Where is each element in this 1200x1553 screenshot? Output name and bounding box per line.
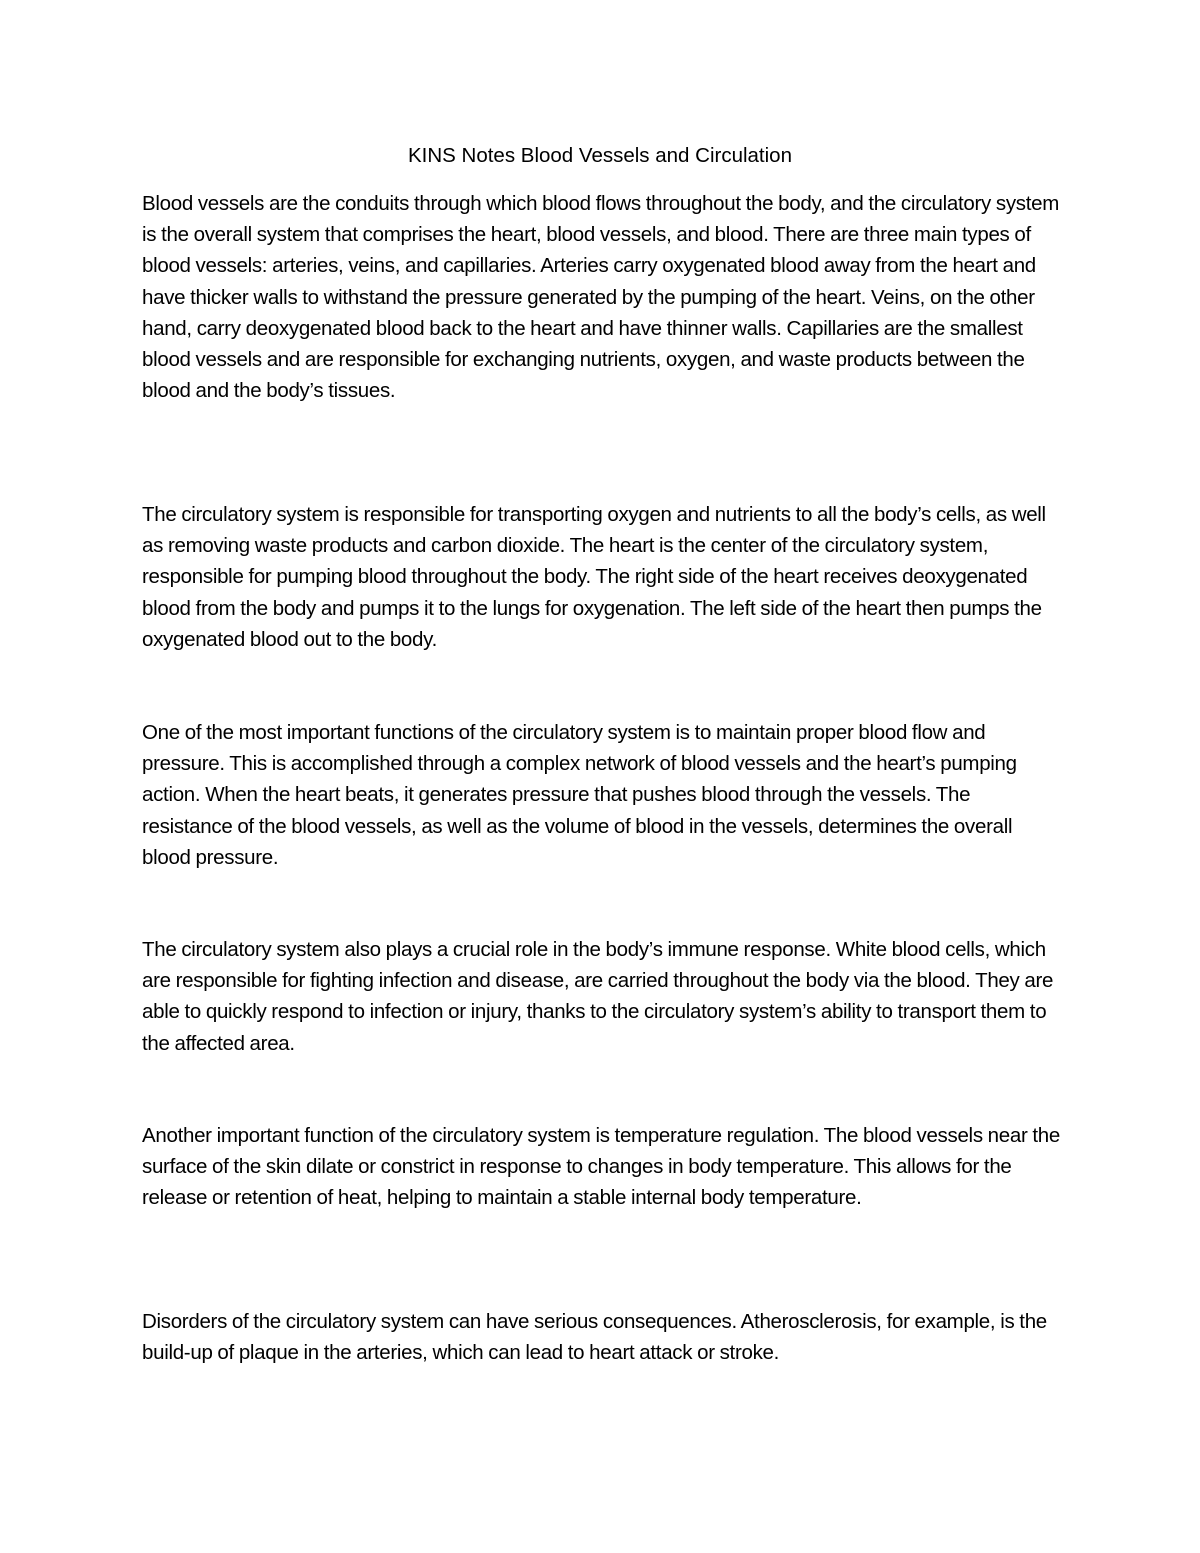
document-title: KINS Notes Blood Vessels and Circulation [407, 144, 792, 167]
paragraph-blood-vessel-types: Blood vessels are the conduits through which blood flows throughout the body, and the circulatory system is the overall system that comprises the heart, blood vessels, and blood. There are three main types of blood vessels: arteries, veins, and capillaries. Arteries carry oxygenated blood away from the heart and have thicker walls to withstand the pressure generated by the pumping of the heart. Veins, on the other hand, carry deoxygenated blood back to the heart and have thinner walls. Capillaries are the smallest blood vessels and are responsible for exchanging nutrients, oxygen, and waste products between the blood and the body’s tissues. [142, 192, 1059, 403]
paragraph-immune-response: The circulatory system also plays a crucial role in the body’s immune response. White blood cells, which are responsible for fighting infection and disease, are carried throughout the body via the blood. They are able to quickly respond to infection or injury, thanks to the circulatory system’s ability to transport them to the affected area. [142, 938, 1054, 1055]
paragraph-circulatory-disorders: Disorders of the circulatory system can have serious consequences. Atherosclerosis, for example, is the build-up of plaque in the arteries, which can lead to heart attack or stroke. [142, 1310, 1047, 1365]
paragraph-blood-pressure: One of the most important functions of the circulatory system is to maintain proper blood flow and pressure. This is accomplished through a complex network of blood vessels and the heart’s pumping action. When the heart beats, it generates pressure that pushes blood through the vessels. The resistance of the blood vessels, as well as the volume of blood in the vessels, determines the overall blood pressure. [142, 721, 1017, 869]
paragraph-circulatory-transport: The circulatory system is responsible for transporting oxygen and nutrients to all the body’s cells, as well as removing waste products and carbon dioxide. The heart is the center of the circulatory system, responsible for pumping blood throughout the body. The right side of the heart receives deoxygenated blood from the body and pumps it to the lungs for oxygenation. The left side of the heart then pumps the oxygenated blood out to the body. [142, 503, 1046, 651]
paragraph-temperature-regulation: Another important function of the circulatory system is temperature regulation. The blood vessels near the surface of the skin dilate or constrict in response to changes in body temperature. This allows for the release or retention of heat, helping to maintain a stable internal body temperature. [142, 1124, 1060, 1210]
